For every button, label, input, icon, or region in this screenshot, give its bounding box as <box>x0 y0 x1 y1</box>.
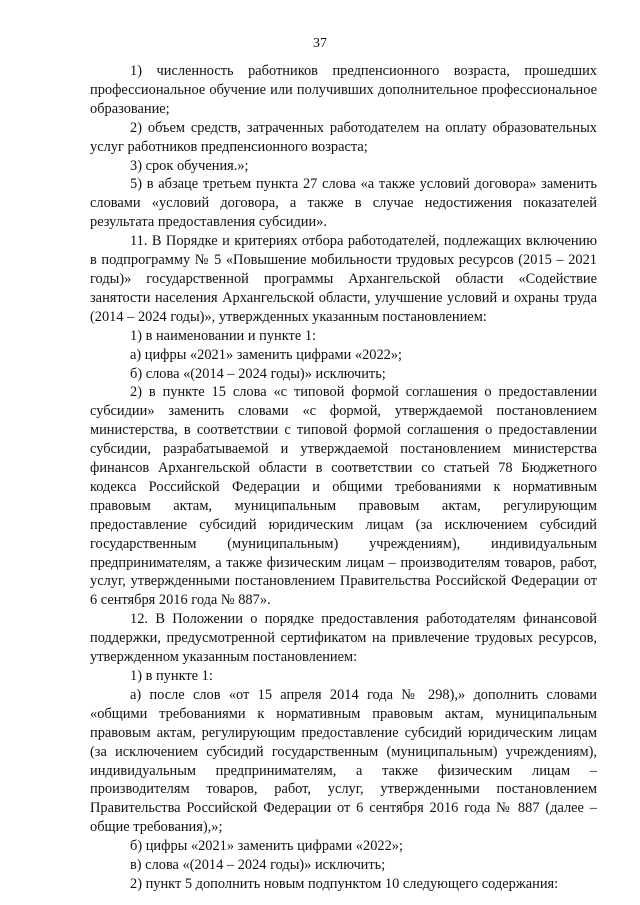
paragraph: б) цифры «2021» заменить цифрами «2022»; <box>130 838 403 855</box>
paragraph: 1) в наименовании и пункте 1: <box>130 327 317 344</box>
paragraph: б) слова «(2014 – 2024 годы)» исключить; <box>130 365 386 382</box>
paragraph: 1) в пункте 1: <box>130 668 213 684</box>
paragraph: 1) численность работников предпенсионного возраста, прошедших профессиональное обучение или получивших дополнительное профессиональное образование; <box>90 63 597 117</box>
paragraph: 2) пункт 5 дополнить новым подпунктом 10 следующего содержания: <box>130 875 559 892</box>
document-body <box>90 62 597 894</box>
paragraph: 2) в пункте 15 слова «с типовой формой соглашения о предоставлении субсидии» заменить словами «с формой, утверждаемой постановлением министерства, в соответствии с типовой формой соглашения о предоставлении субсидии, разрабатываемой и утверждаемой постановлением министерства финансов Архангельской области в соответствии со статьей 78 Бюджетного кодекса Российской Федерации и общими требованиями к нормативным правовым актам, муниципальным правовым актам, регулирующим предоставление субсидий юридическим лицам (за исключением субсидий государственным (муниципальным) учреждениям), индивидуальным предпринимателям, а также физическим лицам – производителям товаров, работ, услуг, утвержденными постановлением Правительства Российской Федерации от 6 сентября 2016 года № 887». <box>90 384 597 609</box>
paragraph: 5) в абзаце третьем пункта 27 слова «а также условий договора» заменить словами «условий договора, а также в случае недостижения показателей результата предоставления субсидии». <box>90 176 597 231</box>
paragraph: а) цифры «2021» заменить цифрами «2022»; <box>130 346 403 363</box>
paragraph: а) после слов «от 15 апреля 2014 года № 298),» дополнить словами «общими требованиями к нормативным правовым актам, муниципальным правовым актам, регулирующим предоставление субсидий юридическим лицам (за исключением субсидий государственным (муниципальным) учреждениям), индивидуальным предпринимателям, а также физическим лицам – производителям товаров, работ, услуг, утвержденными постановлением Правительства Российской Федерации от 6 сентября 2016 года № 887 (далее – общие требования),»; <box>90 686 597 836</box>
paragraph: 12. В Положении о порядке предоставления работодателям финансовой поддержки, предусмотренной сертификатом на привлечение трудовых ресурсов, утвержденном указанным постановлением: <box>90 611 597 666</box>
page-number: 37 <box>313 36 327 51</box>
paragraph: в) слова «(2014 – 2024 годы)» исключить; <box>130 857 386 874</box>
paragraph: 11. В Порядке и критериях отбора работодателей, подлежащих включению в подпрограмму № 5 «Повышение мобильности трудовых ресурсов (2015 – 2021 годы)» государственной программы Архангельской области «Содействие занятости населения Архангельской области, улучшение условий и охраны труда (2014 – 2024 годы)», утвержденных указанным постановлением: <box>90 233 597 325</box>
paragraph: 3) срок обучения.»; <box>130 157 249 174</box>
paragraph: 2) объем средств, затраченных работодателем на оплату образовательных услуг работников предпенсионного возраста; <box>90 119 597 155</box>
